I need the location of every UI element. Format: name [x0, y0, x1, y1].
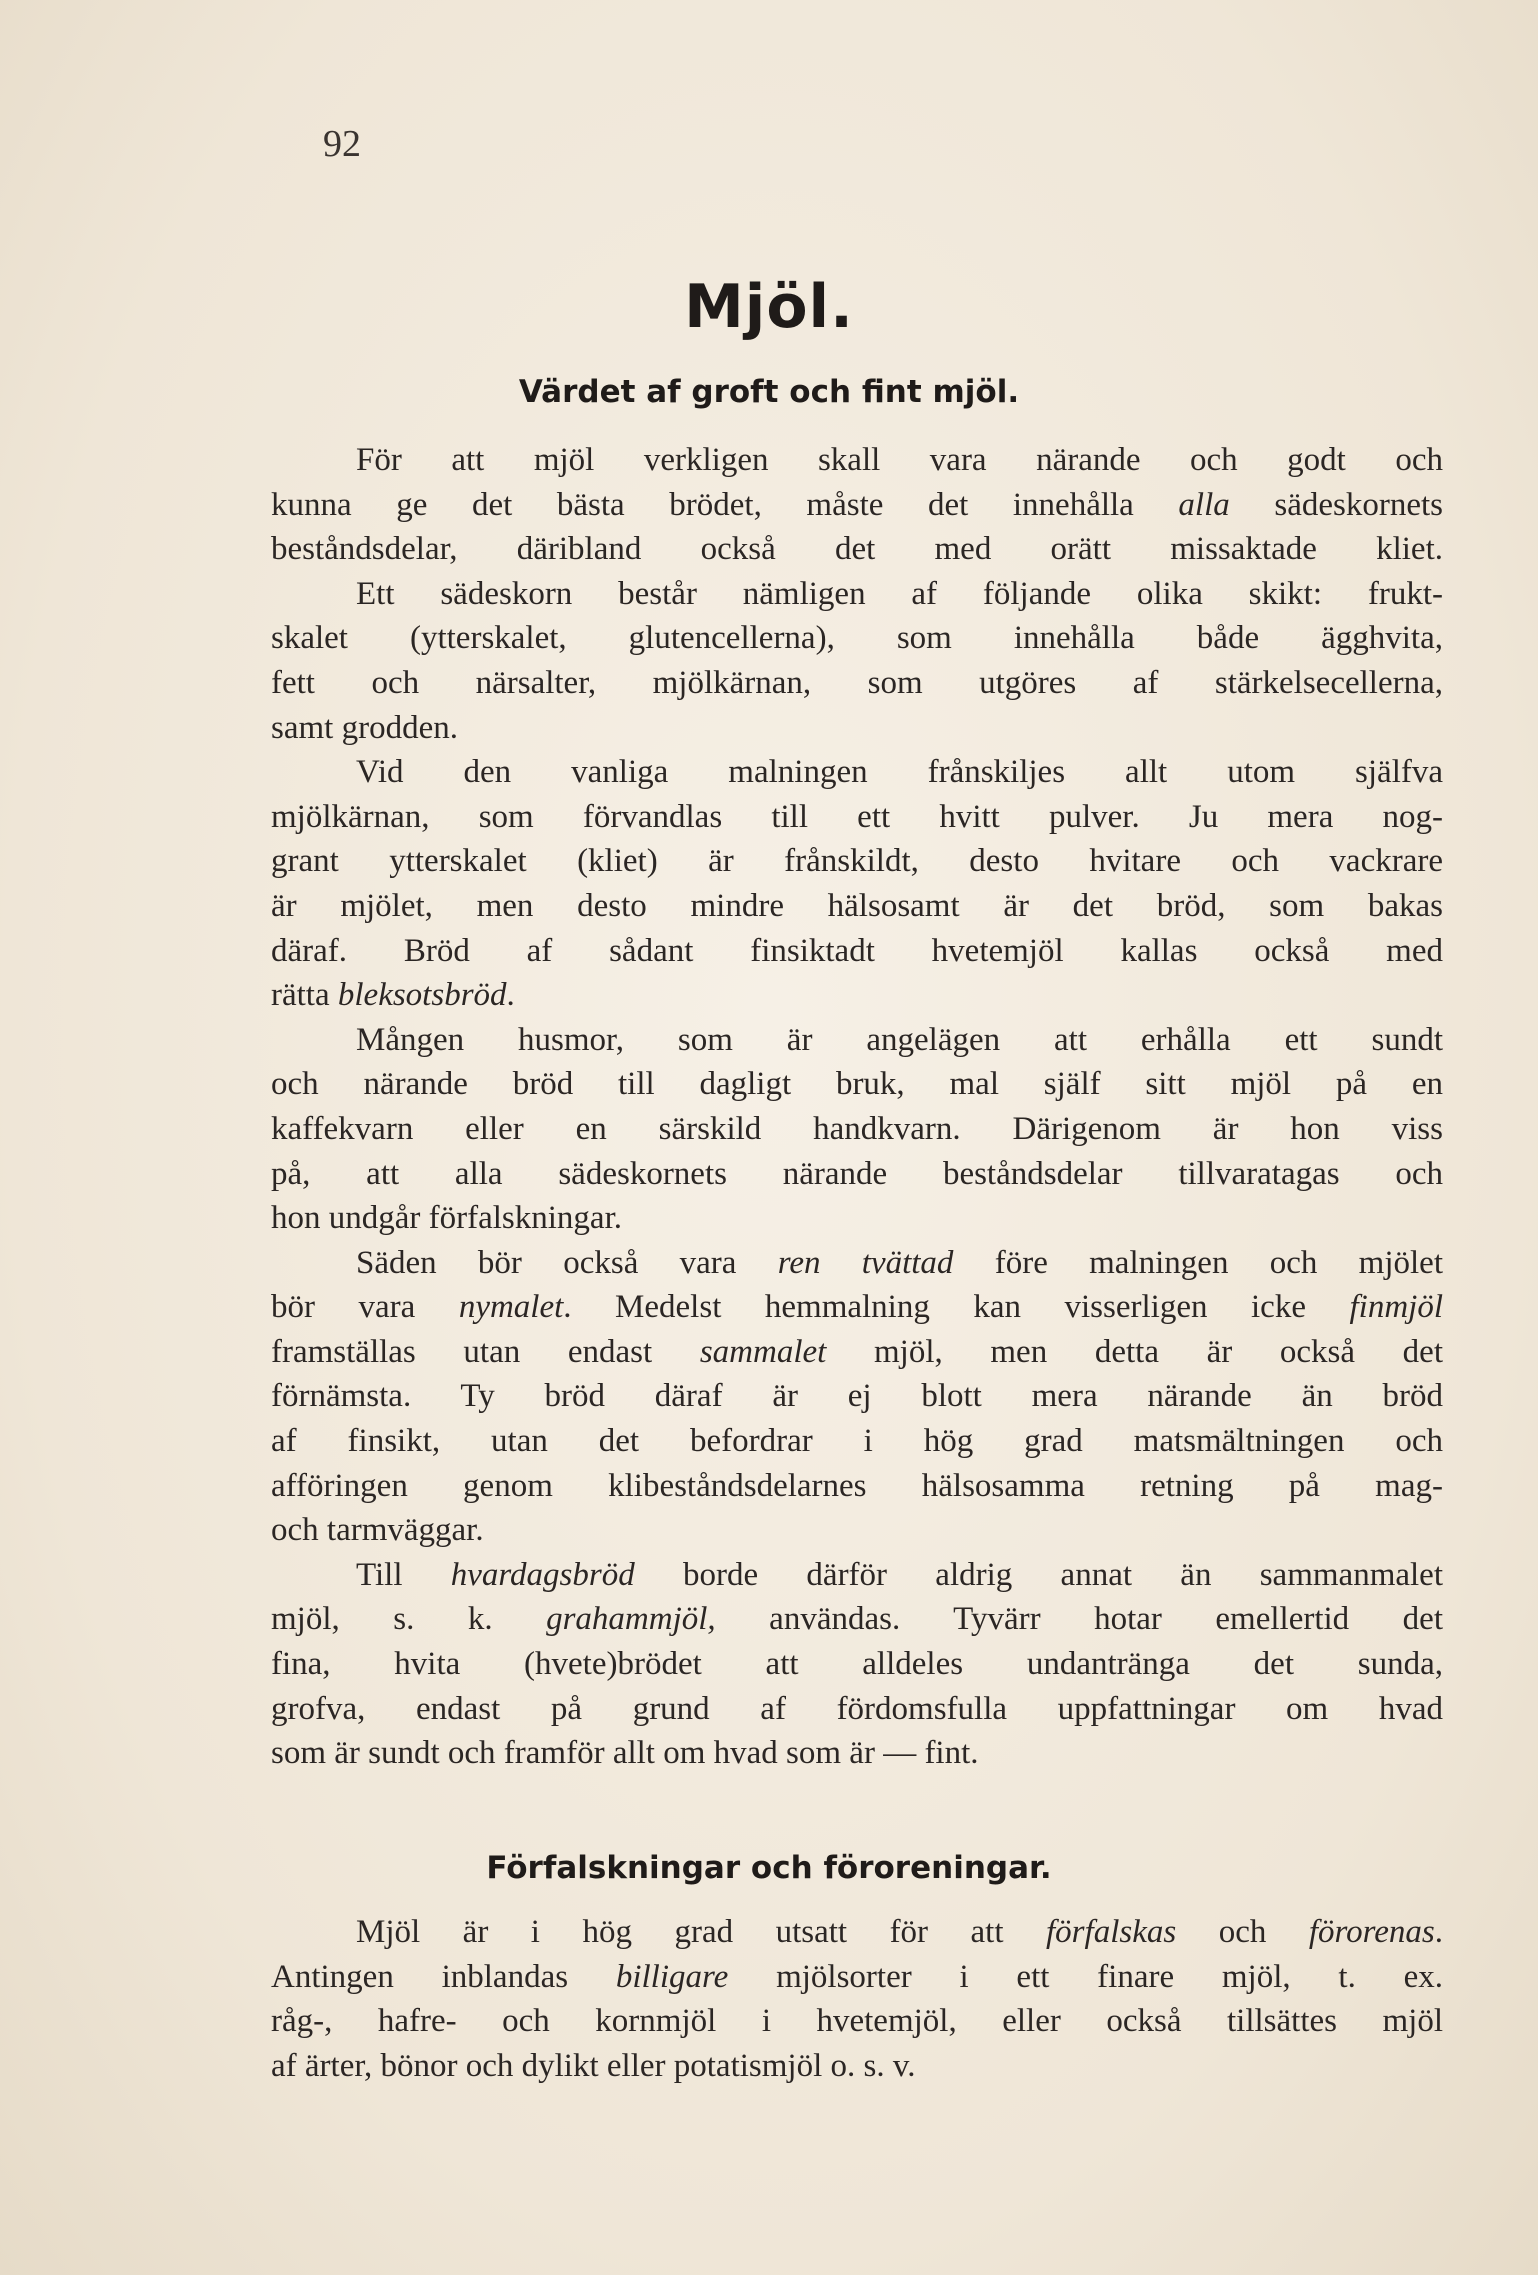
- emphasis: alla: [1178, 486, 1230, 523]
- section-body-adulterations: [271, 1910, 1443, 2088]
- text-line: För att mjöl verkligen skall vara närande och godt och: [356, 442, 1443, 478]
- text-line: af finsikt, utan det befordrar i hög grad matsmältningen och: [271, 1423, 1443, 1460]
- emphasis: finmjöl: [1349, 1289, 1443, 1326]
- text-line: Vid den vanliga malningen frånskiljes allt utom själfva: [356, 754, 1443, 791]
- emphasis: sammalet: [699, 1333, 827, 1370]
- text-line: Ett sädeskorn består nämligen af följande olika skikt: frukt-: [356, 575, 1443, 612]
- text-line: rätta bleksotsbröd.: [271, 977, 515, 1014]
- text-line: af ärter, bönor och dylikt eller potatismjöl o. s. v.: [271, 2047, 916, 2084]
- section-heading-value-of-flour: Värdet af groft och fint mjöl.: [518, 374, 1020, 410]
- text-line: hon undgår förfalskningar.: [271, 1200, 622, 1237]
- section-body-value-of-flour: [271, 438, 1443, 1776]
- emphasis: ren tvättad: [777, 1244, 954, 1281]
- text-line: Mången husmor, som är angelägen att erhålla ett sundt: [356, 1021, 1443, 1058]
- text-line: förnämsta. Ty bröd däraf är ej blott mera närande än bröd: [271, 1378, 1443, 1415]
- text-line: fina, hvita (hvete)brödet att alldeles undantränga det sunda,: [271, 1646, 1443, 1683]
- emphasis: grahammjöl,: [546, 1601, 716, 1638]
- text-line: som är sundt och framför allt om hvad som är — fint.: [271, 1735, 979, 1772]
- text-line: samt grodden.: [271, 709, 458, 746]
- text-line: grofva, endast på grund af fördomsfulla uppfattningar om hvad: [271, 1690, 1443, 1727]
- text-line: däraf. Bröd af sådant finsiktadt hvetemjöl kallas också med: [271, 932, 1443, 969]
- section-heading-adulterations: Förfalskningar och föroreningar.: [486, 1850, 1052, 1886]
- text-line: fett och närsalter, mjölkärnan, som utgöres af stärkelsecellerna,: [271, 664, 1443, 701]
- text-line: på, att alla sädeskornets närande beståndsdelar tillvaratagas och: [271, 1155, 1443, 1192]
- text-line: kunna ge det bästa brödet, måste det innehålla alla sädeskornets: [271, 486, 1443, 523]
- text-line: framställas utan endast sammalet mjöl, men detta är också det: [271, 1333, 1443, 1370]
- text-line: är mjölet, men desto mindre hälsosamt är det bröd, som bakas: [271, 887, 1443, 924]
- text-line: och närande bröd till dagligt bruk, mal själf sitt mjöl på en: [271, 1066, 1443, 1103]
- text-line: grant ytterskalet (kliet) är frånskildt, desto hvitare och vackrare: [271, 843, 1443, 880]
- emphasis: hvardagsbröd: [450, 1556, 635, 1593]
- text-line: råg-, hafre- och kornmjöl i hvetemjöl, eller också tillsättes mjöl: [271, 2003, 1443, 2040]
- text-line: Mjöl är i hög grad utsatt för att förfalskas och förorenas.: [356, 1914, 1443, 1950]
- text-line: Till hvardagsbröd borde därför aldrig annat än sammanmalet: [356, 1556, 1443, 1593]
- page-number: 92: [323, 123, 361, 165]
- text-line: Säden bör också vara ren tvättad före malningen och mjölet: [356, 1244, 1443, 1281]
- text-line: och tarmväggar.: [271, 1512, 484, 1549]
- text-line: kaffekvarn eller en särskild handkvarn. Därigenom är hon viss: [271, 1110, 1443, 1147]
- text-line: Antingen inblandas billigare mjölsorter i ett finare mjöl, t. ex.: [271, 1958, 1443, 1995]
- emphasis: nymalet: [458, 1289, 564, 1326]
- text-line: bör vara nymalet. Medelst hemmalning kan visserligen icke finmjöl: [271, 1289, 1443, 1326]
- text-line: afföringen genom klibeståndsdelarnes hälsosamma retning på mag-: [271, 1467, 1443, 1504]
- chapter-title: Mjöl.: [684, 272, 854, 342]
- text-line: skalet (ytterskalet, glutencellerna), som innehålla både ägghvita,: [271, 620, 1443, 657]
- emphasis: billigare: [615, 1958, 729, 1995]
- emphasis: bleksotsbröd: [337, 977, 507, 1014]
- text-line: mjöl, s. k. grahammjöl, användas. Tyvärr hotar emellertid det: [271, 1601, 1443, 1638]
- text-line: beståndsdelar, däribland också det med orätt missaktade kliet.: [271, 531, 1443, 568]
- emphasis: förfalskas: [1046, 1914, 1177, 1950]
- text-line: mjölkärnan, som förvandlas till ett hvitt pulver. Ju mera nog-: [271, 798, 1443, 835]
- emphasis: förorenas: [1308, 1914, 1435, 1950]
